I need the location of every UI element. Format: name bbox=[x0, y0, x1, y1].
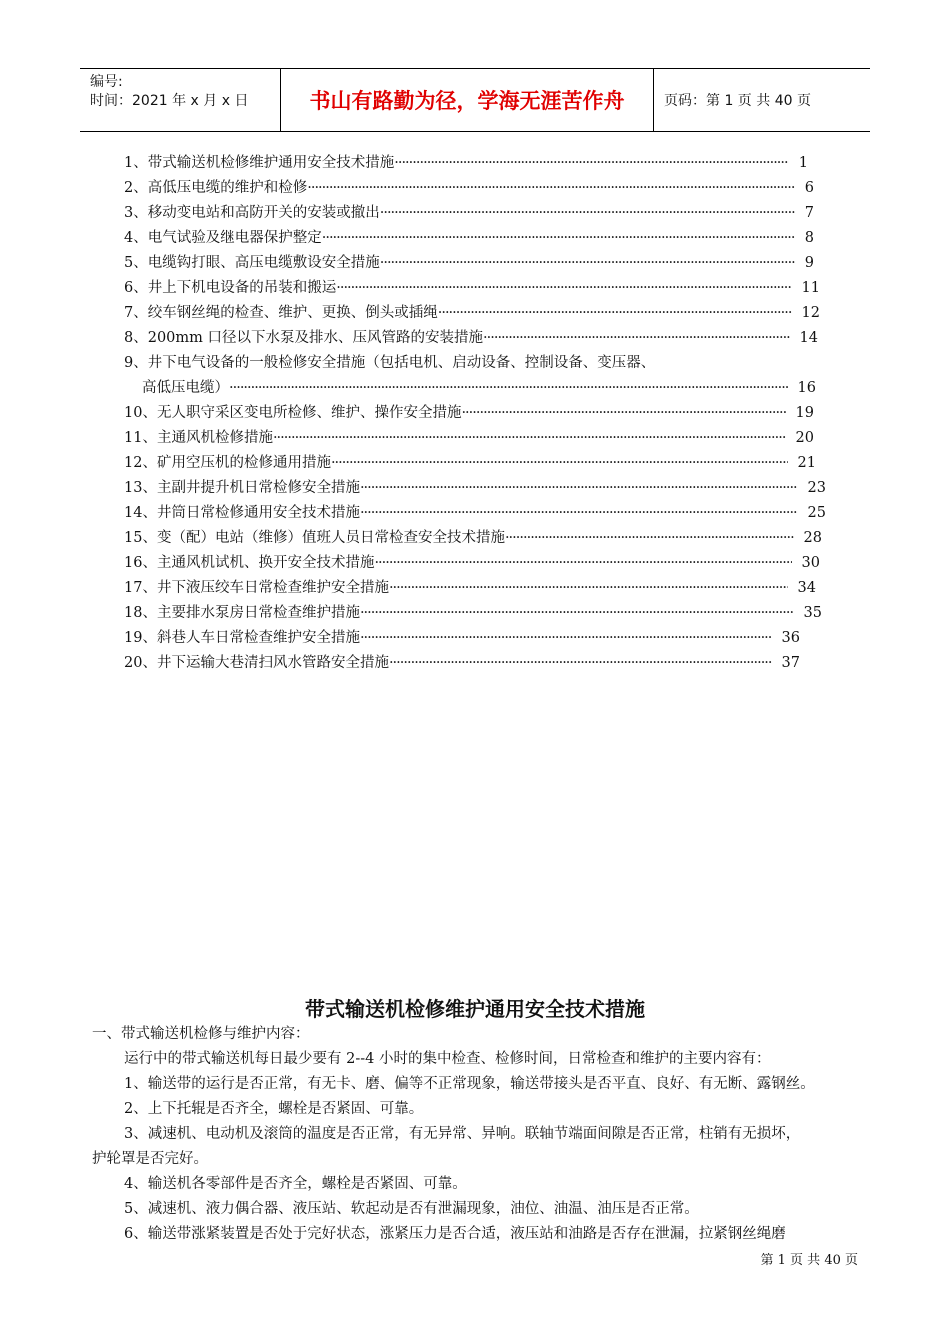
toc-item[interactable]: 19、斜巷人车日常检查维护安全措施 ····· 36 bbox=[124, 627, 800, 649]
paragraph: 5、减速机、液力偶合器、液压站、软起动是否有泄漏现象，油位、油温、油压是否正常。 bbox=[124, 1201, 699, 1217]
toc-item[interactable]: 4、电气试验及继电器保护整定 ····· 8 bbox=[124, 227, 814, 249]
header-page-info: 页码：第 1 页 共 40 页 bbox=[664, 93, 811, 109]
toc-item[interactable]: 20、井下运输大巷清扫风水管路安全措施 ····· 37 bbox=[124, 652, 800, 674]
toc-item[interactable]: 13、主副井提升机日常检修安全措施 ····· 23 bbox=[124, 477, 826, 499]
toc-item[interactable]: 3、移动变电站和高防开关的安装或撤出 ····· 7 bbox=[124, 202, 814, 224]
toc-item[interactable]: 2、高低压电缆的维护和检修 ····· 6 bbox=[124, 177, 814, 199]
toc-item[interactable]: 11、主通风机检修措施 ····· 20 bbox=[124, 427, 814, 449]
toc-item[interactable]: 16、主通风机试机、换开安全技术措施 ····· 30 bbox=[124, 552, 820, 574]
toc-item[interactable]: 8、200mm 口径以下水泵及排水、压风管路的安装措施 ····· 14 bbox=[124, 327, 818, 349]
paragraph: 4、输送机各零部件是否齐全，螺栓是否紧固、可靠。 bbox=[124, 1176, 467, 1192]
paragraph: 1、输送带的运行是否正常，有无卡、磨、偏等不正常现象，输送带接头是否平直、良好、有无断、露钢丝。 bbox=[124, 1076, 815, 1092]
header-meta bbox=[80, 69, 280, 131]
section-title: 带式输送机检修维护通用安全技术措施 bbox=[305, 997, 645, 1021]
header-motto: 书山有路勤为径，学海无涯苦作舟 bbox=[280, 69, 654, 131]
toc-item[interactable]: 9、井下电气设备的一般检修安全措施（包括电机、启动设备、控制设备、变压器、 bbox=[124, 355, 656, 371]
paragraph: 运行中的带式输送机每日最少要有 2--4 小时的集中检查、检修时间，日常检查和维护的主要内容有： bbox=[124, 1051, 771, 1067]
toc-item[interactable]: 6、井上下机电设备的吊装和搬运 ····· 11 bbox=[124, 277, 820, 299]
document-number-label: 编号: bbox=[90, 74, 123, 90]
toc-item[interactable]: 1、带式输送机检修维护通用安全技术措施 ····· 1 bbox=[124, 152, 808, 174]
paragraph: 护轮罩是否完好。 bbox=[92, 1151, 208, 1167]
toc-item[interactable]: 10、无人职守采区变电所检修、维护、操作安全措施 ····· 19 bbox=[124, 402, 814, 424]
toc-item[interactable]: 12、矿用空压机的检修通用措施 ····· 21 bbox=[124, 452, 816, 474]
toc-item[interactable]: 5、电缆钩打眼、高压电缆敷设安全措施 ····· 9 bbox=[124, 252, 814, 274]
paragraph: 3、减速机、电动机及滚筒的温度是否正常，有无异常、异响。联轴节端面间隙是否正常，柱销有无损坏， bbox=[124, 1126, 801, 1142]
toc-item[interactable]: 15、变（配）电站（维修）值班人员日常检查安全技术措施 ····· 28 bbox=[124, 527, 822, 549]
toc-item[interactable]: 高低压电缆） ····· 16 bbox=[142, 377, 816, 399]
paragraph: 2、上下托辊是否齐全，螺栓是否紧固、可靠。 bbox=[124, 1101, 424, 1117]
toc-item[interactable]: 17、井下液压绞车日常检查维护安全措施 ····· 34 bbox=[124, 577, 816, 599]
toc-item[interactable]: 18、主要排水泵房日常检查维护措施 ····· 35 bbox=[124, 602, 822, 624]
page-footer: 第 1 页 共 40 页 bbox=[760, 1253, 858, 1268]
section-heading: 一、带式输送机检修与维护内容： bbox=[92, 1026, 310, 1042]
paragraph: 6、输送带涨紧装置是否处于完好状态，涨紧压力是否合适，液压站和油路是否存在泄漏，拉紧钢丝绳磨 bbox=[124, 1226, 786, 1242]
toc-item[interactable]: 7、绞车钢丝绳的检查、维护、更换、倒头或插绳 ····· 12 bbox=[124, 302, 820, 324]
document-date: 时间：2021 年 x 月 x 日 bbox=[90, 93, 249, 109]
toc-item[interactable]: 14、井筒日常检修通用安全技术措施 ····· 25 bbox=[124, 502, 826, 524]
page-header bbox=[80, 68, 870, 132]
